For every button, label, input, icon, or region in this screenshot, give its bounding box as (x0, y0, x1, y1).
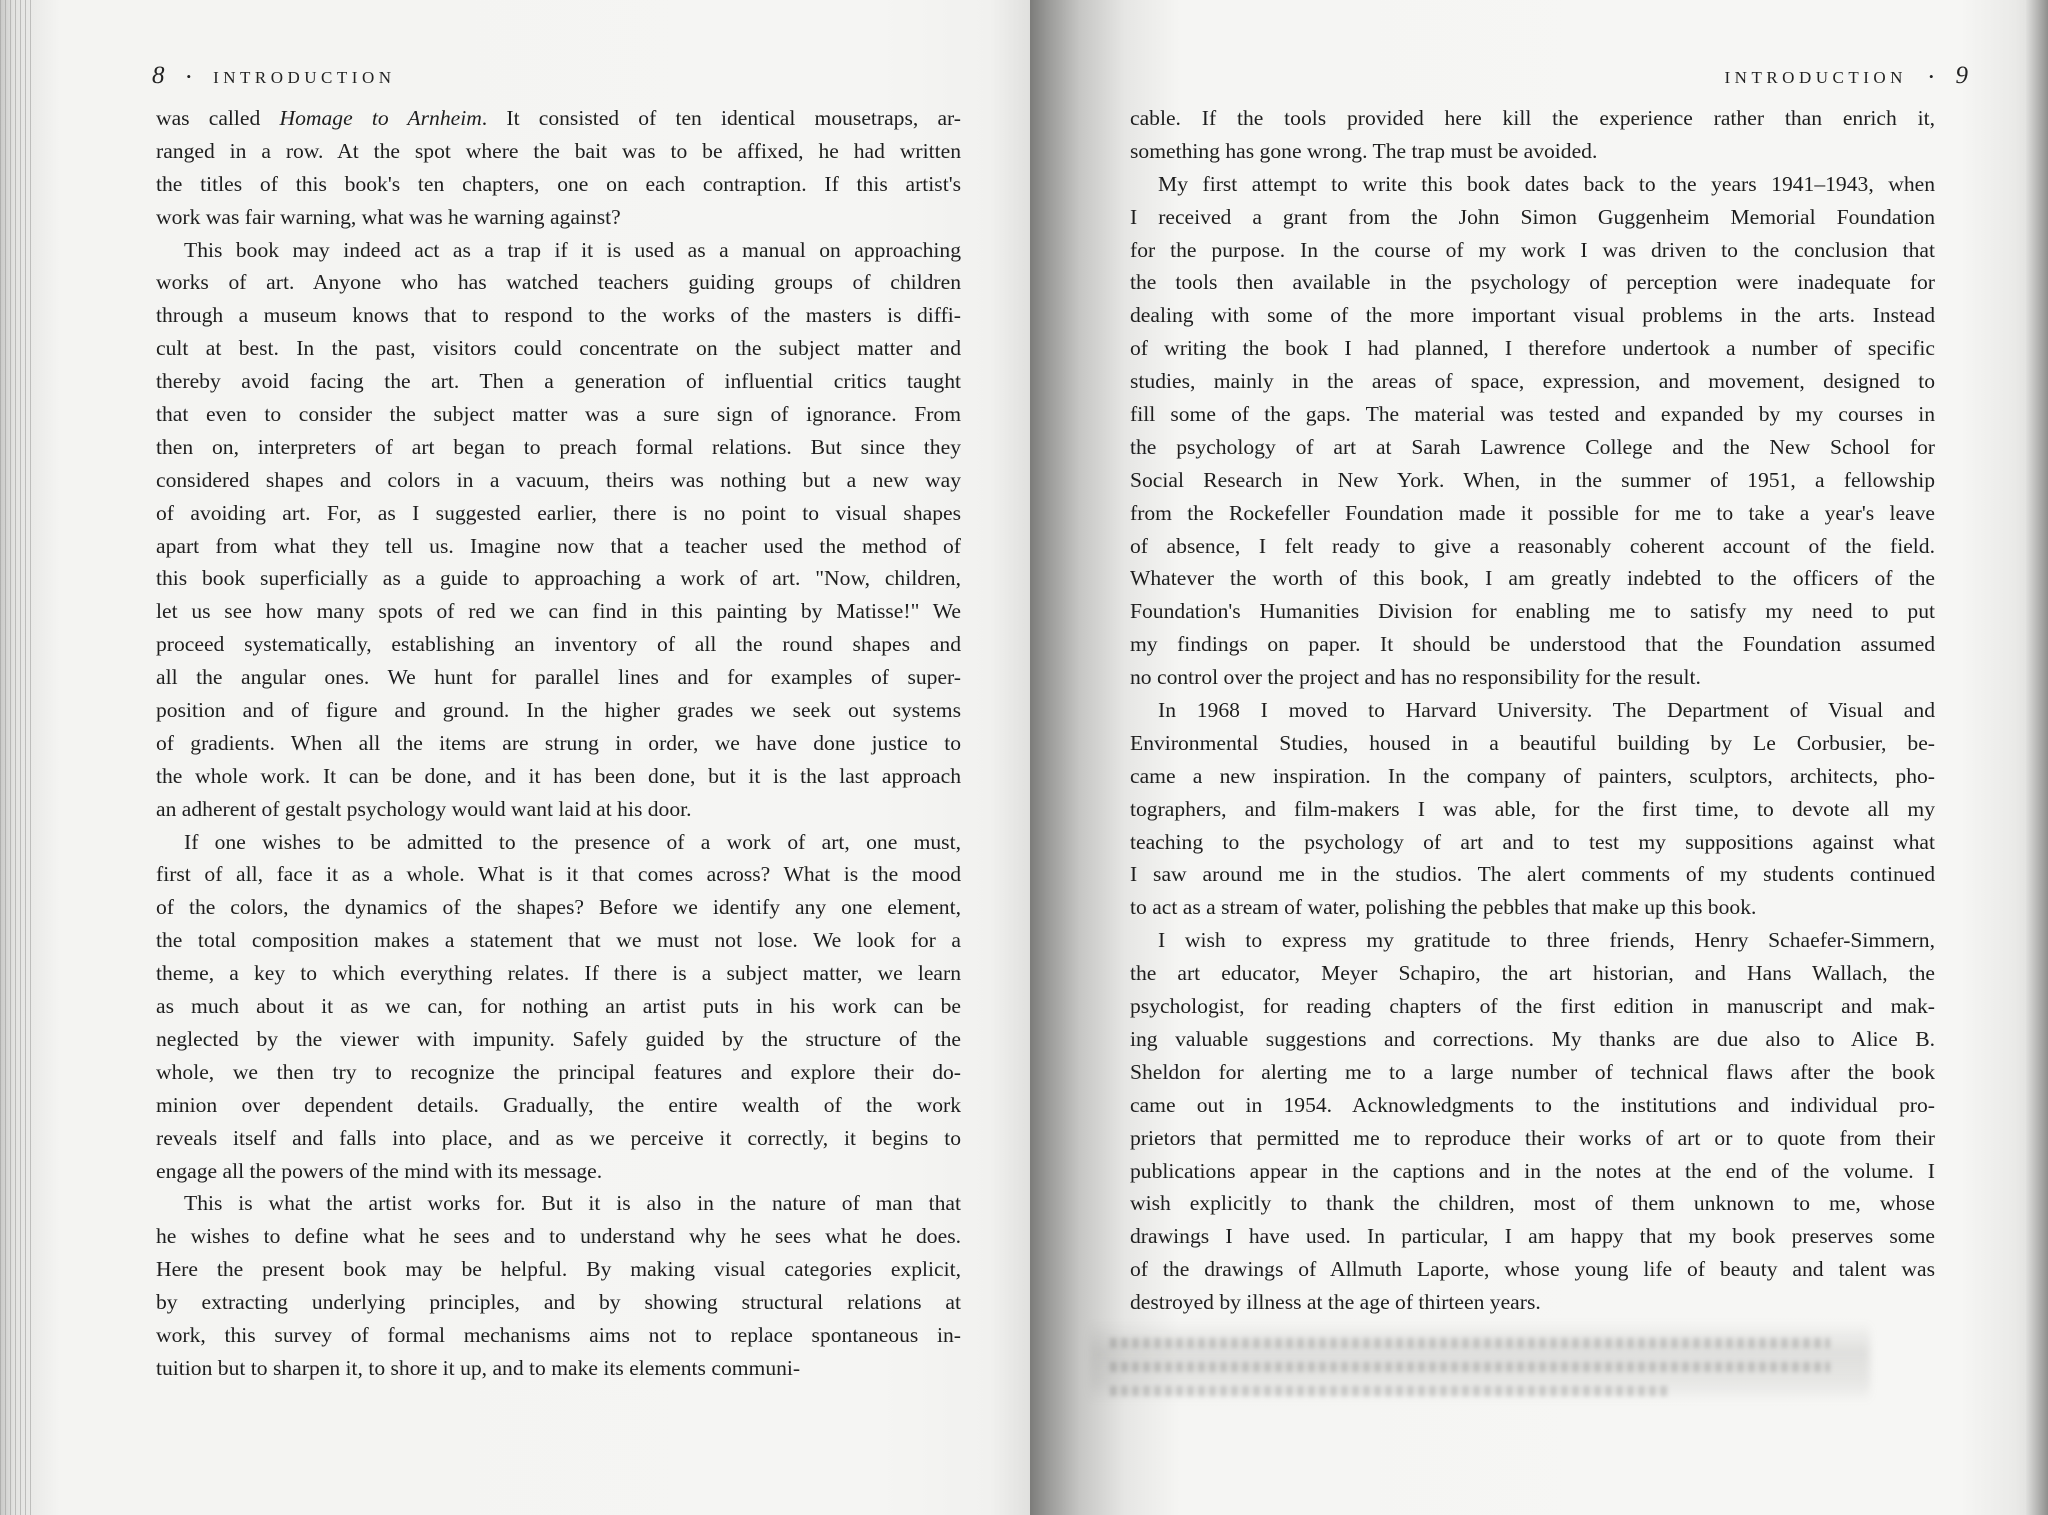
text-line: My first attempt to write this book dates back to the years 1941–1943, when (1158, 171, 1935, 196)
text-line: work was fair warning, what was he warning against? (156, 204, 621, 229)
paragraph (1130, 102, 1935, 168)
page-right-edge (2026, 0, 2048, 1515)
text-line: studies, mainly in the areas of space, expression, and movement, designed to (1130, 369, 1935, 394)
text-line: by extracting underlying principles, and by showing structural relations at (156, 1290, 961, 1315)
text-line: first of all, face it as a whole. What is it that comes across? What is the mood (156, 862, 961, 887)
text-line: of writing the book I had planned, I therefore undertook a number of specific (1130, 336, 1935, 361)
text-line: ranged in a row. At the spot where the bait was to be affixed, he had written (156, 138, 961, 163)
left-body-text (156, 102, 961, 1385)
text-line: for the purpose. In the course of my work I was driven to the conclusion that (1130, 237, 1935, 262)
text-line: thereby avoid facing the art. Then a generation of influential critics taught (156, 369, 961, 394)
text-line: all the angular ones. We hunt for parallel lines and for examples of super- (156, 665, 961, 690)
text-line: Sheldon for alerting me to a large number of technical flaws after the book (1130, 1059, 1935, 1084)
text-line: If one wishes to be admitted to the presence of a work of art, one must, (184, 829, 961, 854)
text-line: an adherent of gestalt psychology would want laid at his door. (156, 796, 692, 821)
text-line: came out in 1954. Acknowledgments to the institutions and individual pro- (1130, 1092, 1935, 1117)
book-title-italic: Homage to Arnheim (279, 106, 482, 130)
text-line: work, this survey of formal mechanisms aims not to replace spontaneous in- (156, 1322, 961, 1347)
bullet-separator: • (1928, 69, 1934, 84)
text-line: I wish to express my gratitude to three friends, Henry Schaefer-Simmern, (1158, 928, 1935, 953)
text-line: wish explicitly to thank the children, most of them unknown to me, whose (1130, 1191, 1935, 1216)
text-line: that even to consider the subject matter was a sure sign of ignorance. From (156, 402, 961, 427)
text-line: tuition but to sharpen it, to shore it up, and to make its elements communi- (156, 1355, 801, 1380)
text-line: cult at best. In the past, visitors could concentrate on the subject matter and (156, 336, 961, 361)
text-line: destroyed by illness at the age of thirteen years. (1130, 1290, 1541, 1315)
text-line: This book may indeed act as a trap if it is used as a manual on approaching (184, 237, 961, 262)
text-line: reveals itself and falls into place, and as we perceive it correctly, it begins to (156, 1125, 961, 1150)
page-edge-lines (0, 0, 34, 1515)
paragraph (156, 1187, 961, 1384)
text-line: of avoiding art. For, as I suggested earlier, there is no point to visual shapes (156, 500, 961, 525)
text-line: This is what the artist works for. But it is also in the nature of man that (184, 1191, 961, 1216)
text-line: Social Research in New York. When, in the summer of 1951, a fellowship (1130, 467, 1935, 492)
page-number: 8 (152, 62, 165, 89)
text-line: something has gone wrong. The trap must be avoided. (1130, 138, 1598, 163)
text-line: proceed systematically, establishing an inventory of all the round shapes and (156, 632, 961, 657)
text-line: was called Homage to Arnheim. It consisted of ten identical mousetraps, ar- (156, 106, 961, 130)
right-body-text (1130, 102, 1935, 1319)
bleed-through-text (1110, 1338, 1830, 1348)
text-line: considered shapes and colors in a vacuum, theirs was nothing but a new way (156, 467, 961, 492)
paragraph (1130, 694, 1935, 924)
text-line: teaching to the psychology of art and to test my suppositions against what (1130, 829, 1935, 854)
text-line: Here the present book may be helpful. By making visual categories explicit, (156, 1257, 961, 1282)
text-line: publications appear in the captions and in the notes at the end of the volume. I (1130, 1158, 1935, 1183)
text-line: apart from what they tell us. Imagine now that a teacher used the method of (156, 533, 961, 558)
paragraph (156, 234, 961, 826)
text-line: neglected by the viewer with impunity. Safely guided by the structure of the (156, 1026, 961, 1051)
text-line: then on, interpreters of art began to preach formal relations. But since they (156, 434, 961, 459)
text-line: as much about it as we can, for nothing an artist puts in his work can be (156, 994, 961, 1019)
text-line: of absence, I felt ready to give a reasonably coherent account of the field. (1130, 533, 1935, 558)
text-line: drawings I have used. In particular, I am happy that my book preserves some (1130, 1224, 1935, 1249)
paragraph (156, 826, 961, 1188)
paragraph (1130, 168, 1935, 694)
text-line: the tools then available in the psychology of perception were inadequate for (1130, 270, 1935, 295)
right-running-head (1725, 62, 1969, 90)
text-line: of the drawings of Allmuth Laporte, whose young life of beauty and talent was (1130, 1257, 1935, 1282)
bleed-through-text (1110, 1386, 1670, 1396)
text-line: prietors that permitted me to reproduce their works of art or to quote from their (1130, 1125, 1935, 1150)
text-line: through a museum knows that to respond to the works of the masters is diffi- (156, 303, 961, 328)
text-line: engage all the powers of the mind with its message. (156, 1158, 603, 1183)
text-line: ing valuable suggestions and corrections. My thanks are due also to Alice B. (1130, 1026, 1935, 1051)
text-line: the psychology of art at Sarah Lawrence College and the New School for (1130, 434, 1935, 459)
text-line: from the Rockefeller Foundation made it possible for me to take a year's leave (1130, 500, 1935, 525)
text-line: my findings on paper. It should be understood that the Foundation assumed (1130, 632, 1935, 657)
header-title: INTRODUCTION (1724, 68, 1907, 87)
left-running-head (152, 62, 396, 90)
text-line: whole, we then try to recognize the principal features and explore their do- (156, 1059, 961, 1084)
text-line: dealing with some of the more important visual problems in the arts. Instead (1130, 303, 1935, 328)
text-line: Whatever the worth of this book, I am greatly indebted to the officers of the (1130, 566, 1935, 591)
text-line: the whole work. It can be done, and it has been done, but it is the last approach (156, 763, 961, 788)
text-line: fill some of the gaps. The material was tested and expanded by my courses in (1130, 402, 1935, 427)
text-line: position and of figure and ground. In the higher grades we seek out systems (156, 698, 961, 723)
text-line: the art educator, Meyer Schapiro, the art historian, and Hans Wallach, the (1130, 961, 1935, 986)
right-page (1030, 0, 2048, 1515)
paragraph (156, 102, 961, 234)
text-line: theme, a key to which everything relates. If there is a subject matter, we learn (156, 961, 961, 986)
text-line: minion over dependent details. Gradually, the entire wealth of the work (156, 1092, 961, 1117)
header-title: INTRODUCTION (213, 68, 396, 87)
text-line: the titles of this book's ten chapters, one on each contraption. If this artist's (156, 171, 961, 196)
text-line: I received a grant from the John Simon Guggenheim Memorial Foundation (1130, 204, 1935, 229)
text-line: works of art. Anyone who has watched teachers guiding groups of children (156, 270, 961, 295)
text-line: no control over the project and has no responsibility for the result. (1130, 665, 1701, 690)
text-line: this book superficially as a guide to approaching a work of art. "Now, children, (156, 566, 961, 591)
text-line: Foundation's Humanities Division for enabling me to satisfy my need to put (1130, 599, 1935, 624)
text-line: he wishes to define what he sees and to understand why he sees what he does. (156, 1224, 961, 1249)
page-number: 9 (1955, 62, 1968, 89)
text-line: of the colors, the dynamics of the shapes? Before we identify any one element, (156, 895, 961, 920)
text-line: cable. If the tools provided here kill the experience rather than enrich it, (1130, 106, 1935, 130)
text-line: In 1968 I moved to Harvard University. The Department of Visual and (1158, 698, 1935, 723)
text-line: came a new inspiration. In the company of painters, sculptors, architects, pho- (1130, 763, 1935, 788)
text-line: I saw around me in the studios. The alert comments of my students continued (1130, 862, 1935, 887)
bleed-through-text (1110, 1362, 1830, 1372)
bullet-separator: • (186, 69, 192, 84)
text-line: to act as a stream of water, polishing the pebbles that make up this book. (1130, 895, 1757, 920)
text-line: Environmental Studies, housed in a beautiful building by Le Corbusier, be- (1130, 730, 1935, 755)
text-line: psychologist, for reading chapters of the first edition in manuscript and mak- (1130, 994, 1935, 1019)
text-line: of gradients. When all the items are strung in order, we have done justice to (156, 730, 961, 755)
text-line: the total composition makes a statement that we must not lose. We look for a (156, 928, 961, 953)
text-line: let us see how many spots of red we can find in this painting by Matisse!" We (156, 599, 961, 624)
paragraph (1130, 924, 1935, 1319)
text-line: tographers, and film-makers I was able, for the first time, to devote all my (1130, 796, 1935, 821)
